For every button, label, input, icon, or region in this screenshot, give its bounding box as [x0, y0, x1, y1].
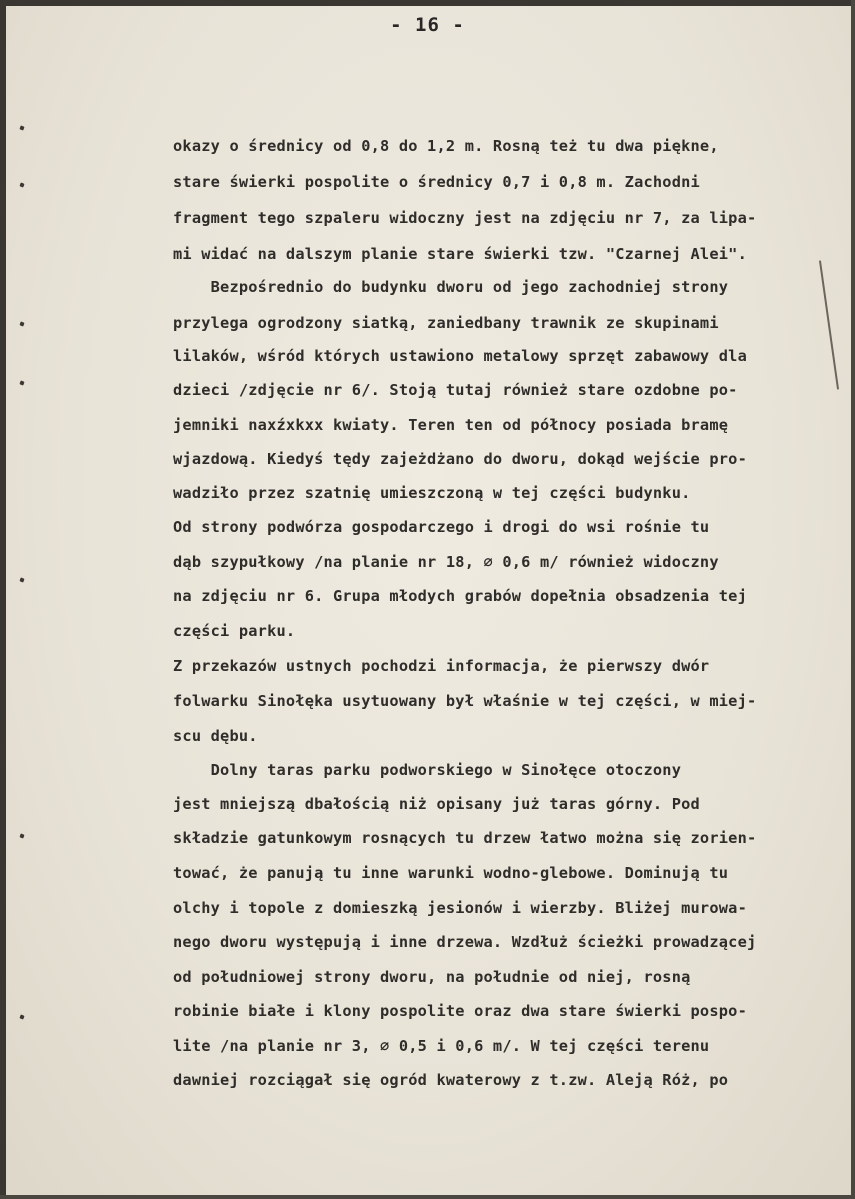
text-line: części parku.: [173, 622, 296, 640]
text-line: od południowej strony dworu, na południe od niej, rosną: [173, 968, 691, 986]
text-line: Dolny taras parku podworskiego w Sinołęce otoczony: [173, 761, 682, 779]
page-number: - 16 -: [390, 14, 465, 36]
text-line: dzieci /zdjęcie nr 6/. Stoją tutaj również stare ozdobne po-: [173, 381, 738, 399]
text-line: scu dębu.: [173, 727, 258, 745]
margin-mark: [19, 321, 24, 326]
text-line: wjazdową. Kiedyś tędy zajeżdżano do dworu, dokąd wejście pro-: [173, 450, 747, 468]
text-line: Bezpośrednio do budynku dworu od jego zachodniej strony: [173, 278, 729, 296]
text-line: Od strony podwórza gospodarczego i drogi do wsi rośnie tu: [173, 518, 710, 536]
text-line: przylega ogrodzony siatką, zaniedbany trawnik ze skupinami: [173, 314, 719, 332]
text-line: Z przekazów ustnych pochodzi informacja, że pierwszy dwór: [173, 657, 710, 675]
text-line: robinie białe i klony pospolite oraz dwa stare świerki pospo-: [173, 1002, 747, 1020]
text-line: olchy i topole z domieszką jesionów i wierzby. Bliżej murowa-: [173, 899, 747, 917]
scan-border-left: [0, 0, 6, 1199]
margin-mark: [19, 833, 24, 838]
margin-mark: [19, 577, 24, 582]
margin-pencil-bracket: [819, 260, 839, 389]
text-line: dąb szypułkowy /na planie nr 18, ⌀ 0,6 m/ również widoczny: [173, 553, 719, 571]
text-line: nego dworu występują i inne drzewa. Wzdłuż ścieżki prowadzącej: [173, 933, 757, 951]
text-line: składzie gatunkowym rosnących tu drzew łatwo można się zorien-: [173, 829, 757, 847]
text-line: mi widać na dalszym planie stare świerki tzw. "Czarnej Alei".: [173, 245, 747, 263]
margin-mark: [19, 182, 24, 187]
text-line: jemniki naxźxkxx kwiaty. Teren ten od północy posiada bramę: [173, 416, 729, 434]
text-line: wadziło przez szatnię umieszczoną w tej części budynku.: [173, 484, 691, 502]
scan-border-right: [851, 0, 855, 1199]
text-line: lilaków, wśród których ustawiono metalowy sprzęt zabawowy dla: [173, 347, 747, 365]
margin-mark: [19, 125, 24, 130]
text-line: jest mniejszą dbałością niż opisany już taras górny. Pod: [173, 795, 700, 813]
scan-border-top: [0, 0, 855, 6]
margin-mark: [19, 1014, 24, 1019]
scan-border-bottom: [0, 1195, 855, 1199]
text-line: lite /na planie nr 3, ⌀ 0,5 i 0,6 m/. W tej części terenu: [173, 1037, 710, 1055]
text-line: stare świerki pospolite o średnicy 0,7 i 0,8 m. Zachodni: [173, 173, 700, 191]
text-line: folwarku Sinołęka usytuowany był właśnie w tej części, w miej-: [173, 692, 757, 710]
text-line: fragment tego szpaleru widoczny jest na zdjęciu nr 7, za lipa-: [173, 209, 757, 227]
text-line: na zdjęciu nr 6. Grupa młodych grabów dopełnia obsadzenia tej: [173, 587, 747, 605]
text-line: okazy o średnicy od 0,8 do 1,2 m. Rosną też tu dwa piękne,: [173, 137, 719, 155]
margin-mark: [19, 380, 24, 385]
text-line: tować, że panują tu inne warunki wodno-glebowe. Dominują tu: [173, 864, 729, 882]
text-line: dawniej rozciągał się ogród kwaterowy z t.zw. Aleją Róż, po: [173, 1071, 729, 1089]
